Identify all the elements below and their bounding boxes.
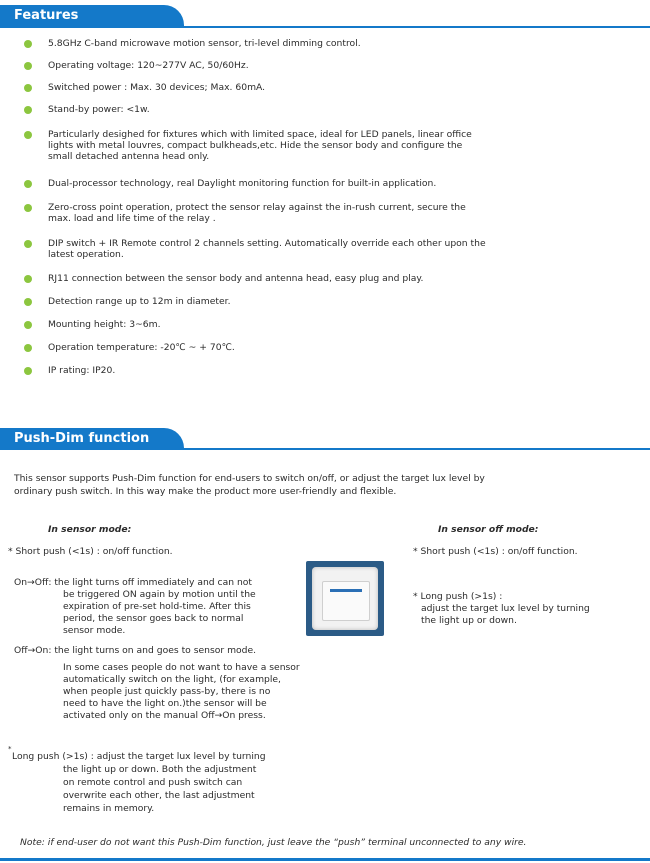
sensor-mode-short-push: * Short push (<1s) : on/off function. (8, 546, 173, 557)
off-on-detail-1: In some cases people do not want to have a sensor (63, 662, 300, 673)
feature-item-text: Detection range up to 12m in diameter. (48, 296, 231, 307)
feature-item-text: Particularly desighed for fixtures which with limited space, ideal for LED panels, linear office (48, 129, 472, 140)
features-title: Features (14, 8, 79, 23)
long-push-line-4: overwrite each other, the last adjustment (63, 790, 255, 801)
feature-bullet-icon (24, 204, 32, 212)
off-on-detail-3: when people just quickly pass-by, there is no (63, 686, 271, 697)
switch-rocker (322, 581, 370, 621)
long-push-line-3: on remote control and push switch can (63, 777, 243, 788)
long-push-line-1: Long push (>1s) : adjust the target lux level by turning (12, 751, 266, 762)
feature-bullet-icon (24, 298, 32, 306)
features-divider (0, 26, 650, 28)
feature-item-text: RJ11 connection between the sensor body and antenna head, easy plug and play. (48, 273, 424, 284)
off-on-detail-5: activated only on the manual Off→On press. (63, 710, 266, 721)
intro-line-2: ordinary push switch. In this way make the product more user-friendly and flexible. (14, 486, 397, 497)
feature-bullet-icon (24, 84, 32, 92)
feature-item-text: Switched power : Max. 30 devices; Max. 60mA. (48, 82, 266, 93)
feature-bullet-icon (24, 40, 32, 48)
features-header (0, 5, 184, 27)
feature-item-text: Stand-by power: <1w. (48, 104, 150, 115)
feature-item-text: lights with metal louvres, compact bulkheads,etc. Hide the sensor body and configure the (48, 140, 463, 151)
sensor-off-mode-heading: In sensor off mode: (438, 524, 539, 535)
off-on-line: Off→On: the light turns on and goes to sensor mode. (14, 645, 257, 656)
long-push-line-5: remains in memory. (63, 803, 155, 814)
feature-item-text: Operating voltage: 120~277V AC, 50/60Hz. (48, 60, 249, 71)
feature-bullet-icon (24, 131, 32, 139)
long-push-line-2: the light up or down. Both the adjustment (63, 764, 257, 775)
footer-note: Note: if end-user do not want this Push-Dim function, just leave the “push” terminal unconnected to any wire. (20, 837, 527, 848)
push-switch-image (306, 561, 384, 636)
on-off-line-5: sensor mode. (63, 625, 126, 636)
on-off-line-4: period, the sensor goes back to normal (63, 613, 244, 624)
on-off-line-2: be triggered ON again by motion until the (63, 589, 256, 600)
feature-item-text: max. load and life time of the relay . (48, 213, 216, 224)
switch-indicator (330, 589, 362, 592)
feature-item-text: small detached antenna head only. (48, 151, 210, 162)
feature-item-text: Zero-cross point operation, protect the sensor relay against the in-rush current, secure the (48, 202, 466, 213)
on-off-line-3: expiration of pre-set hold-time. After this (63, 601, 251, 612)
pushdim-header (0, 428, 184, 450)
feature-bullet-icon (24, 344, 32, 352)
on-off-line-1: On→Off: the light turns off immediately and can not (14, 577, 253, 588)
feature-item-text: DIP switch + IR Remote control 2 channels setting. Automatically override each other upon the (48, 238, 486, 249)
feature-bullet-icon (24, 275, 32, 283)
long-push-star: * (8, 745, 12, 753)
feature-bullet-icon (24, 367, 32, 375)
sensor-mode-heading: In sensor mode: (48, 524, 132, 535)
off-on-detail-2: automatically switch on the light, (for example, (63, 674, 281, 685)
bottom-divider (0, 858, 650, 861)
sensor-off-short-push: * Short push (<1s) : on/off function. (413, 546, 578, 557)
feature-item-text: latest operation. (48, 249, 124, 260)
feature-item-text: IP rating: IP20. (48, 365, 116, 376)
sensor-off-long-push-3: the light up or down. (421, 615, 517, 626)
intro-line-1: This sensor supports Push-Dim function for end-users to switch on/off, or adjust the target lux level by (14, 473, 485, 484)
feature-item-text: Operation temperature: -20℃ ~ + 70℃. (48, 342, 235, 353)
feature-item-text: 5.8GHz C-band microwave motion sensor, tri-level dimming control. (48, 38, 361, 49)
sensor-off-long-push-2: adjust the target lux level by turning (421, 603, 590, 614)
feature-bullet-icon (24, 180, 32, 188)
sensor-off-long-push-1: * Long push (>1s) : (413, 591, 503, 602)
feature-bullet-icon (24, 240, 32, 248)
pushdim-title: Push-Dim function (14, 431, 150, 446)
switch-plate (312, 567, 378, 630)
feature-bullet-icon (24, 321, 32, 329)
pushdim-divider (0, 448, 650, 450)
feature-item-text: Mounting height: 3~6m. (48, 319, 161, 330)
feature-item-text: Dual-processor technology, real Daylight monitoring function for built-in application. (48, 178, 437, 189)
feature-bullet-icon (24, 106, 32, 114)
off-on-detail-4: need to have the light on.)the sensor will be (63, 698, 267, 709)
feature-bullet-icon (24, 62, 32, 70)
